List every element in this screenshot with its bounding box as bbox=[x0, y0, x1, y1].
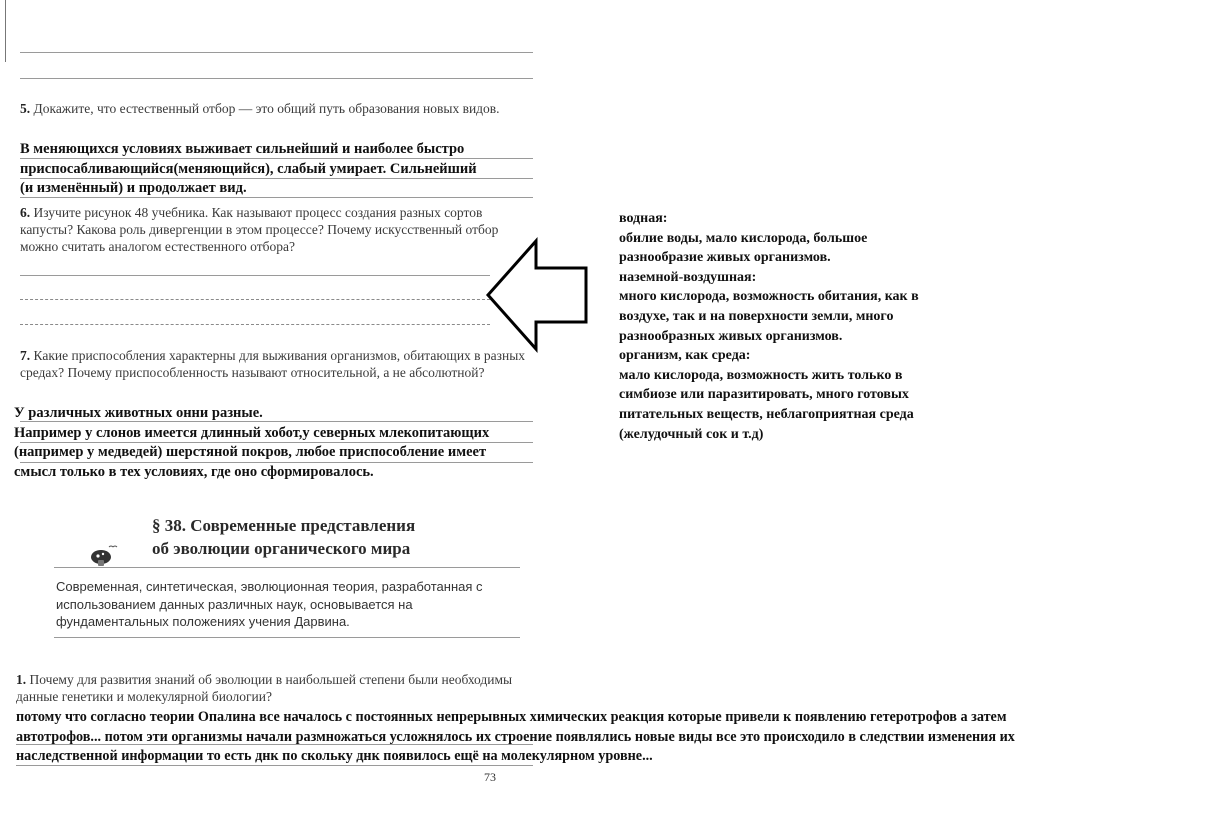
answer-line bbox=[16, 765, 533, 766]
task-7-number: 7. bbox=[20, 348, 31, 363]
task-1-text: Почему для развития знаний об эволюции в наибольшей степени были необходимы данные генетики и молекулярной биологии? bbox=[16, 672, 513, 704]
answer-line bbox=[16, 744, 533, 745]
side-note-line: организм, как среда: bbox=[619, 348, 751, 364]
task-1-number: 1. bbox=[16, 672, 27, 687]
section-intro: Современная, синтетическая, эволюционная теория, разработанная с использованием данных различных наук, основывается на фундаментальных положениях учения Дарвина. bbox=[56, 579, 483, 629]
side-note-line: симбиозе или паразитировать, много готовых bbox=[619, 387, 909, 403]
side-note-line: водная: bbox=[619, 211, 668, 226]
side-note-line: обилие воды, мало кислорода, большое bbox=[619, 230, 868, 246]
answer-line-text: Например у слонов имеется длинный хобот,у северных млекопитающих bbox=[14, 424, 490, 441]
task-5-question bbox=[20, 100, 535, 117]
section-rule-top bbox=[54, 567, 520, 568]
answer-line bbox=[20, 197, 533, 198]
side-note-line: питательных веществ, неблагоприятная среда bbox=[619, 406, 914, 422]
answer-line-text: В меняющихся условиях выживает сильнейший и наиболее быстро bbox=[20, 141, 465, 157]
answer-line-text: (и изменённый) и продолжает вид. bbox=[20, 180, 247, 196]
mushroom-icon bbox=[88, 544, 118, 568]
side-note-line: мало кислорода, возможность жить только в bbox=[619, 367, 903, 383]
task-1-answer bbox=[16, 708, 1216, 767]
section-title-line: об эволюции органического мира bbox=[152, 539, 411, 558]
answer-line bbox=[20, 421, 533, 422]
answer-line-text: (например у медведей) шерстяной покров, любое приспособление имеет bbox=[14, 444, 487, 460]
answer-line bbox=[20, 158, 533, 159]
left-arrow-icon bbox=[484, 236, 590, 354]
side-note-line: разнообразных живых организмов. bbox=[619, 328, 843, 344]
section-title bbox=[152, 514, 512, 560]
task-6-question bbox=[20, 204, 535, 255]
answer-line-text: смысл только в тех условиях, где оно сформировалось. bbox=[14, 463, 374, 480]
answer-line bbox=[20, 299, 490, 300]
answer-line bbox=[20, 462, 533, 463]
answer-line-text: автотрофов... потом эти организмы начали размножаться усложнялось их строение появлялись новые виды все это происходило в следствии изменения их bbox=[16, 728, 1015, 745]
answer-line bbox=[20, 78, 533, 79]
section-title-line: § 38. Современные представления bbox=[152, 516, 416, 535]
answer-line bbox=[20, 52, 533, 53]
side-note-line: много кислорода, возможность обитания, как в bbox=[619, 289, 919, 305]
answer-line-text: У различных животных онни разные. bbox=[14, 405, 263, 421]
side-note bbox=[619, 209, 999, 444]
side-note-line: разнообразие живых организмов. bbox=[619, 250, 831, 266]
task-7-answer bbox=[14, 404, 574, 482]
answer-line bbox=[20, 442, 533, 443]
task-5-text: Докажите, что естественный отбор — это общий путь образования новых видов. bbox=[33, 101, 500, 116]
task-5-answer bbox=[20, 140, 550, 199]
answer-line bbox=[20, 324, 490, 325]
task-6-text: Изучите рисунок 48 учебника. Как называют процесс создания разных сортов капусты? Какова роль дивергенции в этом процессе? Почему искусственный отбор можно считать аналогом естественного отбора? bbox=[20, 205, 499, 254]
answer-line-text: наследственной информации то есть днк по скольку днк появилось ещё на молекулярном уровне... bbox=[16, 748, 653, 764]
task-7-question bbox=[20, 347, 535, 381]
side-note-line: воздухе, так и на поверхности земли, много bbox=[619, 308, 894, 324]
side-note-line: (желудочный сок и т.д) bbox=[619, 426, 764, 442]
answer-line bbox=[20, 178, 533, 179]
answer-line-text: потому что согласно теории Опалина все началось с постоянных непрерывных химических реакция которые привели к появлению гетеротрофов а затем bbox=[16, 709, 1007, 725]
task-7-text: Какие приспособления характерны для выживания организмов, обитающих в разных средах? Почему приспособленность называют относительной, а не абсолютной? bbox=[20, 348, 526, 380]
task-5-number: 5. bbox=[20, 101, 31, 116]
page-edge-line bbox=[5, 0, 6, 62]
answer-line bbox=[20, 275, 490, 276]
side-note-line: наземной-воздушная: bbox=[619, 269, 757, 285]
page-number: 73 bbox=[484, 770, 496, 784]
task-1-question bbox=[16, 671, 536, 705]
task-6-number: 6. bbox=[20, 205, 31, 220]
section-rule-bottom bbox=[54, 637, 520, 638]
answer-line-text: приспосабливающийся(меняющийся), слабый умирает. Сильнейший bbox=[20, 160, 477, 177]
